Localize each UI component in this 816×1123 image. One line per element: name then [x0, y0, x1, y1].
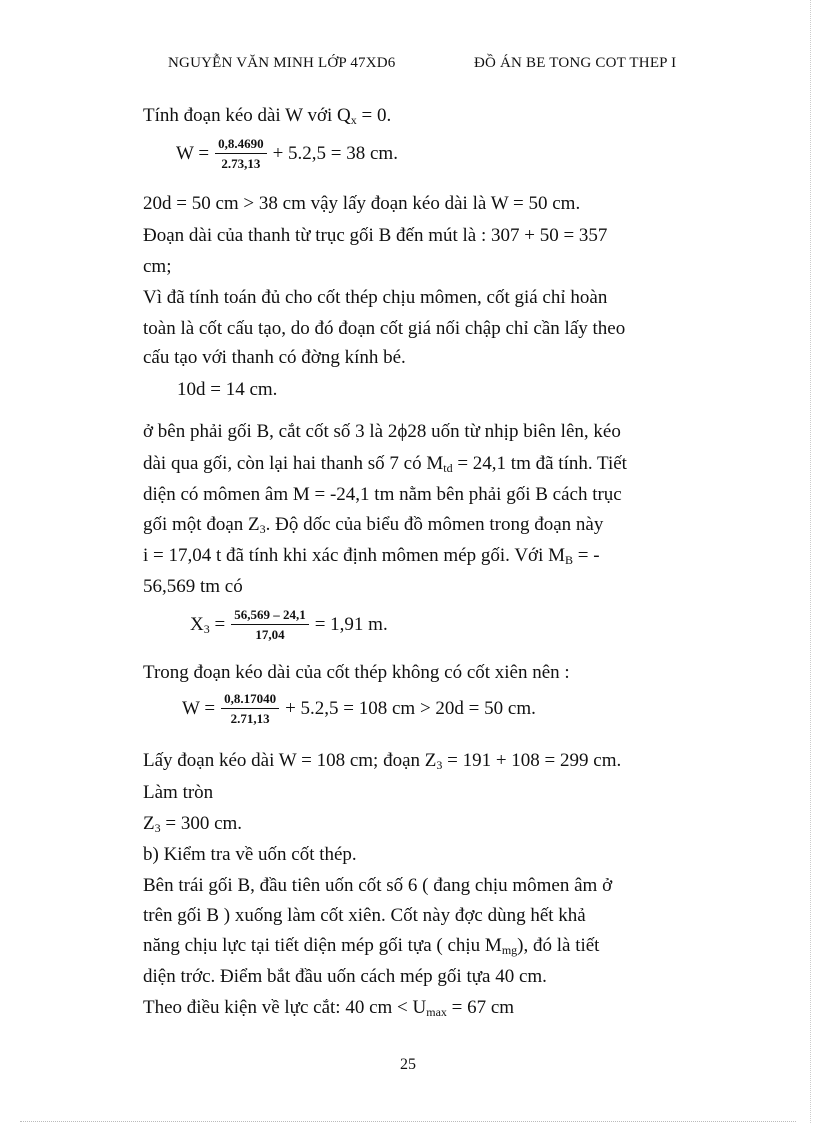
line-2: 20d = 50 cm > 38 cm vậy lấy đoạn kéo dài là W = 50 cm. [143, 193, 581, 214]
eq3-denominator: 2.71,13 [230, 711, 270, 726]
line-8: 10d = 14 cm. [177, 379, 278, 400]
line-24: Theo điều kiện về lực cắt: 40 cm < $U_{max} = 67$ cm [143, 997, 515, 1019]
equation-3: W = $\frac{0,8.17040}{2.71,13}$ + 5.2,5 = 108 cm > 20d = 50 cm. [182, 691, 536, 726]
eq1-denominator: 2.73,13 [221, 156, 261, 171]
line-15: Trong đoạn kéo dài của cốt thép không có cốt xiên nên : [143, 662, 570, 683]
line-10: dài qua gối, còn lại hai thanh số 7 có $M_{td} = 24,1$ tm đã tính. Tiết [143, 453, 627, 475]
line-14: 56,569 tm có [143, 576, 243, 597]
line-3: Đoạn dài của thanh từ trục gối B đến mút là : 307 + 50 = 357 [143, 225, 608, 246]
line-5: Vì đã tính toán đủ cho cốt thép chịu mômen, cốt giá chỉ hoàn [143, 287, 608, 308]
line-20: Bên trái gối B, đầu tiên uốn cốt số 6 ( đang chịu mômen âm ở [143, 875, 613, 896]
line-23: diện trớc. Điểm bắt đầu uốn cách mép gối tựa 40 cm. [143, 966, 547, 987]
line-17: Làm tròn [143, 782, 214, 803]
line-7: cấu tạo với thanh có đờng kính bé. [143, 347, 406, 368]
line-22: năng chịu lực tại tiết diện mép gối tựa ( chịu $M_{mg}$), đó là tiết [143, 935, 600, 957]
line-4: cm; [143, 256, 172, 277]
line-9: ở bên phải gối B, cắt cốt số 3 là 2ϕ28 uốn từ nhịp biên lên, kéo [143, 421, 621, 442]
page-border-bottom [20, 1121, 796, 1122]
line-16: Lấy đoạn kéo dài W = 108 cm; đoạn $Z_3 = 191 + 108 = 299$ cm. [143, 750, 622, 772]
line-6: toàn là cốt cấu tạo, do đó đoạn cốt giá nối chập chỉ cần lấy theo [143, 318, 626, 339]
equation-2: $X_3$ = $\frac{56,569 - 24,1}{17,04}$ = 1,91 m. [190, 607, 388, 642]
line-12: gối một đoạn $Z_3$. Độ dốc của biểu đồ mômen trong đoạn này [143, 514, 604, 536]
eq3-numerator: 0,8.17040 [221, 691, 279, 709]
page-border-right [810, 0, 811, 1123]
header-left: NGUYỄN VĂN MINH LỚP 47XD6 [168, 55, 396, 71]
line-1: Tính đoạn kéo dài W với $Q_x = 0$. [143, 105, 392, 127]
header-right: ĐỒ ÁN BE TONG COT THEP I [474, 55, 677, 71]
eq1-numerator: 0,8.4690 [215, 136, 267, 154]
line-19: b) Kiểm tra về uốn cốt thép. [143, 844, 357, 865]
line-11: diện có mômen âm M = -24,1 tm nằm bên phải gối B cách trục [143, 484, 622, 505]
eq2-numerator: 56,569 – 24,1 [231, 607, 309, 625]
line-18: $Z_3 = 300$ cm. [143, 813, 243, 835]
equation-1: W = $\frac{0,8.4690}{2.73,13}$ + 5.2,5 = 38 cm. [176, 136, 398, 171]
page-number: 25 [400, 1056, 416, 1073]
eq2-denominator: 17,04 [255, 627, 285, 642]
line-21: trên gối B ) xuống làm cốt xiên. Cốt này đợc dùng hết khả [143, 905, 586, 926]
line-13: i = 17,04 t đã tính khi xác định mômen mép gối. Với $M_B$ = - [143, 545, 600, 567]
